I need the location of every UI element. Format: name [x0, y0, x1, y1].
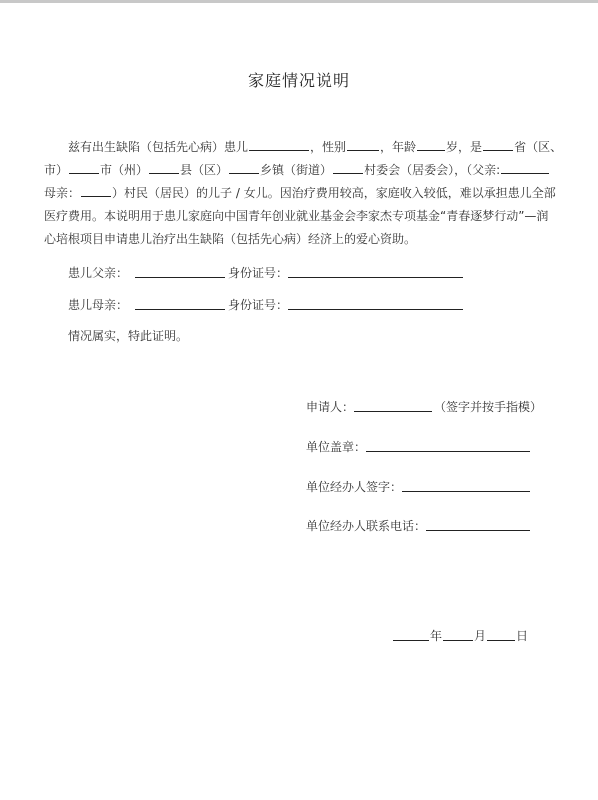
year-label: 年: [430, 629, 443, 643]
year-line[interactable]: [393, 640, 429, 641]
applicant-note: （签字并按手指模）: [434, 400, 543, 414]
handler-phone-line[interactable]: [426, 530, 530, 531]
city-blank[interactable]: [69, 161, 99, 174]
unit-seal-label: 单位盖章：: [306, 440, 367, 454]
mother-id-line[interactable]: [288, 309, 463, 310]
town-blank[interactable]: [229, 161, 259, 174]
month-line[interactable]: [443, 640, 473, 641]
father-id-label: 身份证号：: [228, 266, 289, 280]
applicant-label: 申请人：: [306, 400, 355, 414]
applicant-sign-line[interactable]: [354, 411, 432, 412]
mother-name-line[interactable]: [135, 309, 225, 310]
unit-seal-line[interactable]: [366, 451, 530, 452]
paragraph-line-5: 心培根项目申请患儿治疗出生缺陷（包括先心病）经济上的爱心资助。: [44, 232, 417, 246]
father-blank[interactable]: [501, 161, 549, 174]
month-label: 月: [474, 629, 487, 643]
handler-sign-line[interactable]: [402, 491, 530, 492]
province-blank[interactable]: [483, 138, 513, 151]
mother-id-label: 身份证号：: [228, 298, 289, 312]
age-blank[interactable]: [417, 138, 445, 151]
certify-text: 情况属实，特此证明。: [68, 329, 189, 343]
father-name-line[interactable]: [135, 277, 225, 278]
handler-phone-label: 单位经办人联系电话：: [306, 519, 427, 533]
patient-name-blank[interactable]: [249, 138, 309, 151]
gender-blank[interactable]: [347, 138, 379, 151]
village-blank[interactable]: [333, 161, 363, 174]
father-id-line[interactable]: [288, 277, 463, 278]
day-label: 日: [516, 629, 529, 643]
paragraph-line-1: 兹有出生缺陷（包括先心病）患儿 ，性别 ，年龄 岁，是 省（区、: [68, 140, 563, 154]
document-title: 家庭情况说明: [247, 71, 350, 90]
father-label: 患儿父亲：: [68, 266, 129, 280]
county-blank[interactable]: [149, 161, 179, 174]
handler-sign-label: 单位经办人签字：: [306, 480, 403, 494]
paragraph-line-2: 市） 市（州） 县（区） 乡镇（街道） 村委会（居委会），（父亲:: [44, 161, 550, 179]
mother-blank[interactable]: [81, 184, 111, 197]
top-border: [0, 0, 598, 3]
mother-label: 患儿母亲：: [68, 298, 129, 312]
paragraph-line-3: 母亲： ）村民（居民）的儿子 / 女儿。因治疗费用较高，家庭收入较低，难以承担患儿全部: [44, 186, 556, 200]
paragraph-line-4: 医疗费用。本说明用于患儿家庭向中国青年创业就业基金会李家杰专项基金“青春逐梦行动”—润: [44, 209, 549, 223]
day-line[interactable]: [487, 640, 515, 641]
